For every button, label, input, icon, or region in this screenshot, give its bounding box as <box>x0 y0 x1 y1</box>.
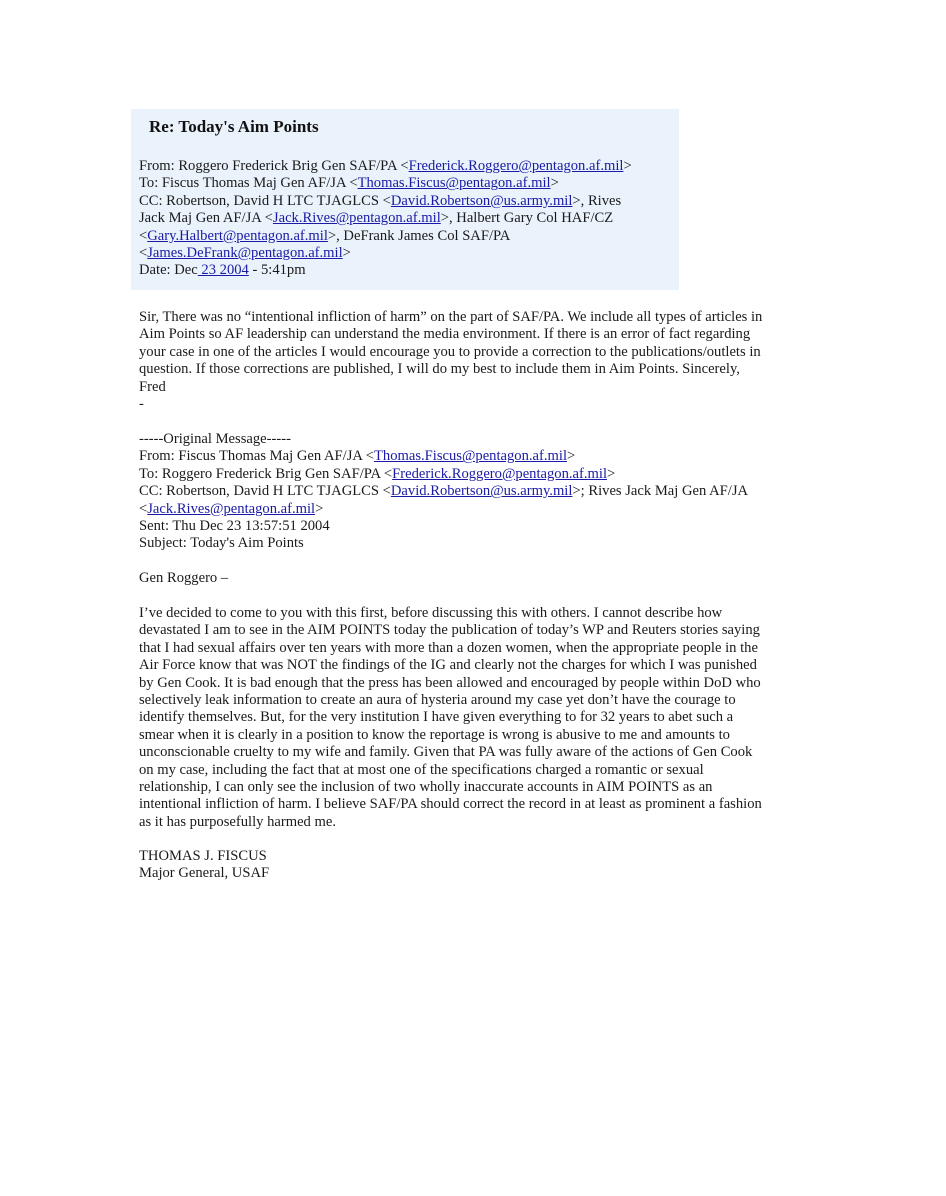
original-cc-line-2 <box>139 501 819 518</box>
original-message-header <box>139 431 819 553</box>
header-cc-after-2: >, Halbert Gary Col HAF/CZ <box>440 210 614 227</box>
original-body-line: smear when it is clearly in a position to know the reportage is wrong is abusive to me and amounts to <box>139 726 730 743</box>
original-cc-label: CC: Robertson, David H LTC TJAGLCS < <box>139 483 391 500</box>
original-to-end: > <box>607 465 616 482</box>
header-to-email-link[interactable]: Thomas.Fiscus@pentagon.af.mil <box>357 175 551 192</box>
original-to-line <box>139 466 819 483</box>
original-salutation: Gen Roggero – <box>139 570 229 586</box>
header-to-label: To: Fiscus Thomas Maj Gen AF/JA < <box>139 175 358 192</box>
original-body-line: on my case, including the fact that at most one of the specifications charged a romantic or sexual <box>139 761 704 778</box>
header-cc-line-4 <box>139 245 679 262</box>
original-to-label: To: Roggero Frederick Brig Gen SAF/PA < <box>139 465 393 482</box>
reply-line: question. If those corrections are published, I will do my best to include them in Aim Points. Sincerely, <box>139 361 740 378</box>
header-from-line <box>139 158 679 175</box>
header-date-time: - 5:41pm <box>248 262 306 279</box>
original-body-line: that I had sexual affairs over ten years with more than a dozen women, when the appropriate people in the <box>139 639 758 656</box>
original-from-end: > <box>567 448 576 465</box>
original-cc-after-1: >; Rives Jack Maj Gen AF/JA <box>572 483 749 500</box>
original-subject: Subject: Today's Aim Points <box>139 535 304 552</box>
reply-line: Sir, There was no “intentional infliction of harm” on the part of SAF/PA. We include all types of articles in <box>139 309 763 325</box>
signature-title: Major General, USAF <box>139 865 270 882</box>
header-cc-after-3: >, DeFrank James Col SAF/PA <box>327 227 511 244</box>
header-to-end: > <box>550 175 559 192</box>
original-body <box>139 605 819 831</box>
header-date-line <box>139 262 679 279</box>
header-from-end: > <box>623 158 632 174</box>
header-cc-line3-open: < <box>139 227 148 244</box>
original-divider: -----Original Message----- <box>139 431 291 447</box>
header-to-line <box>139 175 679 192</box>
original-from-email-link[interactable]: Thomas.Fiscus@pentagon.af.mil <box>374 448 567 465</box>
header-cc-line-3 <box>139 228 679 245</box>
reply-line: Aim Points so AF leadership can understand the media environment. If there is an error of fact regarding <box>139 326 751 343</box>
original-to-email-link[interactable]: Frederick.Roggero@pentagon.af.mil <box>392 465 607 482</box>
header-cc-email-link-1[interactable]: David.Robertson@us.army.mil <box>390 192 573 209</box>
original-sent: Sent: Thu Dec 23 13:57:51 2004 <box>139 518 330 535</box>
original-cc-email-link-1[interactable]: David.Robertson@us.army.mil <box>390 483 573 500</box>
reply-line: - <box>139 396 144 413</box>
header-cc-line4-open: < <box>139 245 148 262</box>
original-salutation-block <box>139 570 819 587</box>
header-from-label: From: Roggero Frederick Brig Gen SAF/PA < <box>139 158 409 174</box>
header-from-email-link[interactable]: Frederick.Roggero@pentagon.af.mil <box>408 158 624 174</box>
reply-line: Fred <box>139 378 166 395</box>
original-cc-line-1 <box>139 483 819 500</box>
original-body-line: intentional infliction of harm. I believe SAF/PA should correct the record in at least as prominent a fashion <box>139 796 762 813</box>
signature-block <box>139 848 819 883</box>
original-body-line: selectively leak information to create an aura of hysteria around my case yet don’t have the courage to <box>139 692 736 709</box>
original-body-line: identify themselves. But, for the very institution I have given everything to for 32 years to abet such a <box>139 709 734 726</box>
original-cc-end-2: > <box>315 500 324 517</box>
email-subject: Re: Today's Aim Points <box>149 117 319 136</box>
original-from-label: From: Fiscus Thomas Maj Gen AF/JA < <box>139 448 374 465</box>
header-cc-after-1: >, Rives <box>572 192 622 209</box>
header-cc-email-link-3[interactable]: Gary.Halbert@pentagon.af.mil <box>147 227 328 244</box>
header-cc-line2-label: Jack Maj Gen AF/JA < <box>139 210 273 227</box>
original-from-line <box>139 448 819 465</box>
reply-line: your case in one of the articles I would encourage you to provide a correction to the publications/outlets in <box>139 343 761 360</box>
header-cc-end-4: > <box>342 245 351 262</box>
signature-name: THOMAS J. FISCUS <box>139 848 267 864</box>
header-cc-email-link-2[interactable]: Jack.Rives@pentagon.af.mil <box>272 210 441 227</box>
original-cc-email-link-2[interactable]: Jack.Rives@pentagon.af.mil <box>147 500 316 517</box>
header-cc-line-1 <box>139 193 679 210</box>
header-date-label: Date: Dec <box>139 262 198 279</box>
original-body-line: unconscionable cruelty to my wife and family. Given that PA was fully aware of the actions of Gen Cook <box>139 744 753 761</box>
original-body-line: relationship, I can only see the inclusion of two wholly inaccurate accounts in AIM POINTS as an <box>139 779 713 796</box>
original-body-line: Air Force know that was NOT the findings of the IG and clearly not the charges for which I was punished <box>139 657 757 674</box>
original-body-line: devastated I am to see in the AIM POINTS today the publication of today’s WP and Reuters stories saying <box>139 622 760 639</box>
header-cc-email-link-4[interactable]: James.DeFrank@pentagon.af.mil <box>147 245 343 262</box>
original-cc-line2-open: < <box>139 500 148 517</box>
header-cc-label: CC: Robertson, David H LTC TJAGLCS < <box>139 192 391 209</box>
original-body-line: by Gen Cook. It is bad enough that the press has been allowed and encouraged by people within DoD who <box>139 674 761 691</box>
email-header-fields <box>139 158 679 280</box>
header-cc-line-2 <box>139 210 679 227</box>
reply-message <box>139 309 819 413</box>
original-body-line: I’ve decided to come to you with this first, before discussing this with others. I cannot describe how <box>139 605 723 621</box>
header-date-link[interactable]: 23 2004 <box>197 262 249 279</box>
original-body-line: as it has purposefully harmed me. <box>139 813 336 830</box>
